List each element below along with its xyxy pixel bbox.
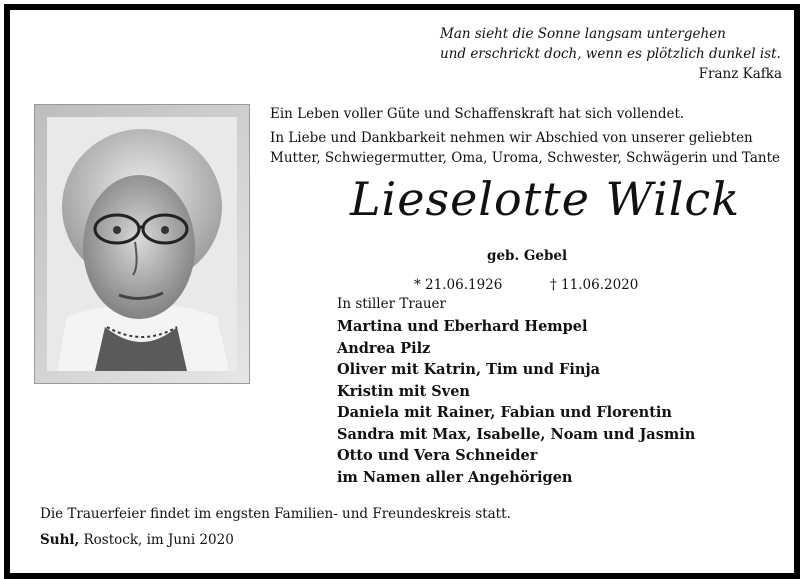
- mourner-entry: Otto und Vera Schneider: [337, 447, 538, 464]
- funeral-notice: Die Trauerfeier findet im engsten Familien- und Freundeskreis statt.: [40, 506, 511, 522]
- mourner-entry: im Namen aller Angehörigen: [337, 468, 573, 486]
- mourner-entry: Daniela mit Rainer, Fabian und Florentin: [337, 404, 672, 421]
- mourner-entry: Sandra mit Max, Isabelle, Noam und Jasmin: [337, 425, 696, 443]
- maiden-name: geb. Gebel: [487, 248, 568, 264]
- mourning-intro: In stiller Trauer: [337, 296, 447, 312]
- mourner-entry: Martina und Eberhard Hempel: [337, 318, 588, 335]
- intro-line-1: Ein Leben voller Güte und Schaffenskraft hat sich vollendet.: [270, 106, 685, 122]
- portrait-photo: [47, 117, 237, 371]
- portrait-illustration: [47, 117, 237, 371]
- place-date: [40, 532, 234, 548]
- quote-author: Franz Kafka: [698, 66, 782, 82]
- city-name: Suhl,: [40, 532, 80, 548]
- birth-date: * 21.06.1926: [414, 277, 503, 293]
- deceased-name: Lieselotte Wilck: [350, 172, 741, 226]
- quote-line-2: und erschrickt doch, wenn es plötzlich dunkel ist.: [440, 46, 781, 62]
- quote-block: [440, 24, 782, 84]
- place-date-rest: Rostock, im Juni 2020: [79, 532, 234, 548]
- mourners-list: [337, 316, 695, 488]
- portrait-frame: [34, 104, 250, 384]
- intro-line-2: In Liebe und Dankbarkeit nehmen wir Abschied von unserer geliebten: [270, 130, 753, 146]
- mourner-entry: Kristin mit Sven: [337, 382, 470, 400]
- death-date: † 11.06.2020: [550, 277, 639, 293]
- mourner-entry: Oliver mit Katrin, Tim und Finja: [337, 361, 601, 378]
- intro-text: [270, 104, 780, 172]
- quote-line-1: Man sieht die Sonne langsam untergehen: [440, 26, 726, 42]
- mourner-entry: Andrea Pilz: [337, 339, 431, 357]
- intro-line-3: Mutter, Schwiegermutter, Oma, Uroma, Schwester, Schwägerin und Tante: [270, 150, 781, 166]
